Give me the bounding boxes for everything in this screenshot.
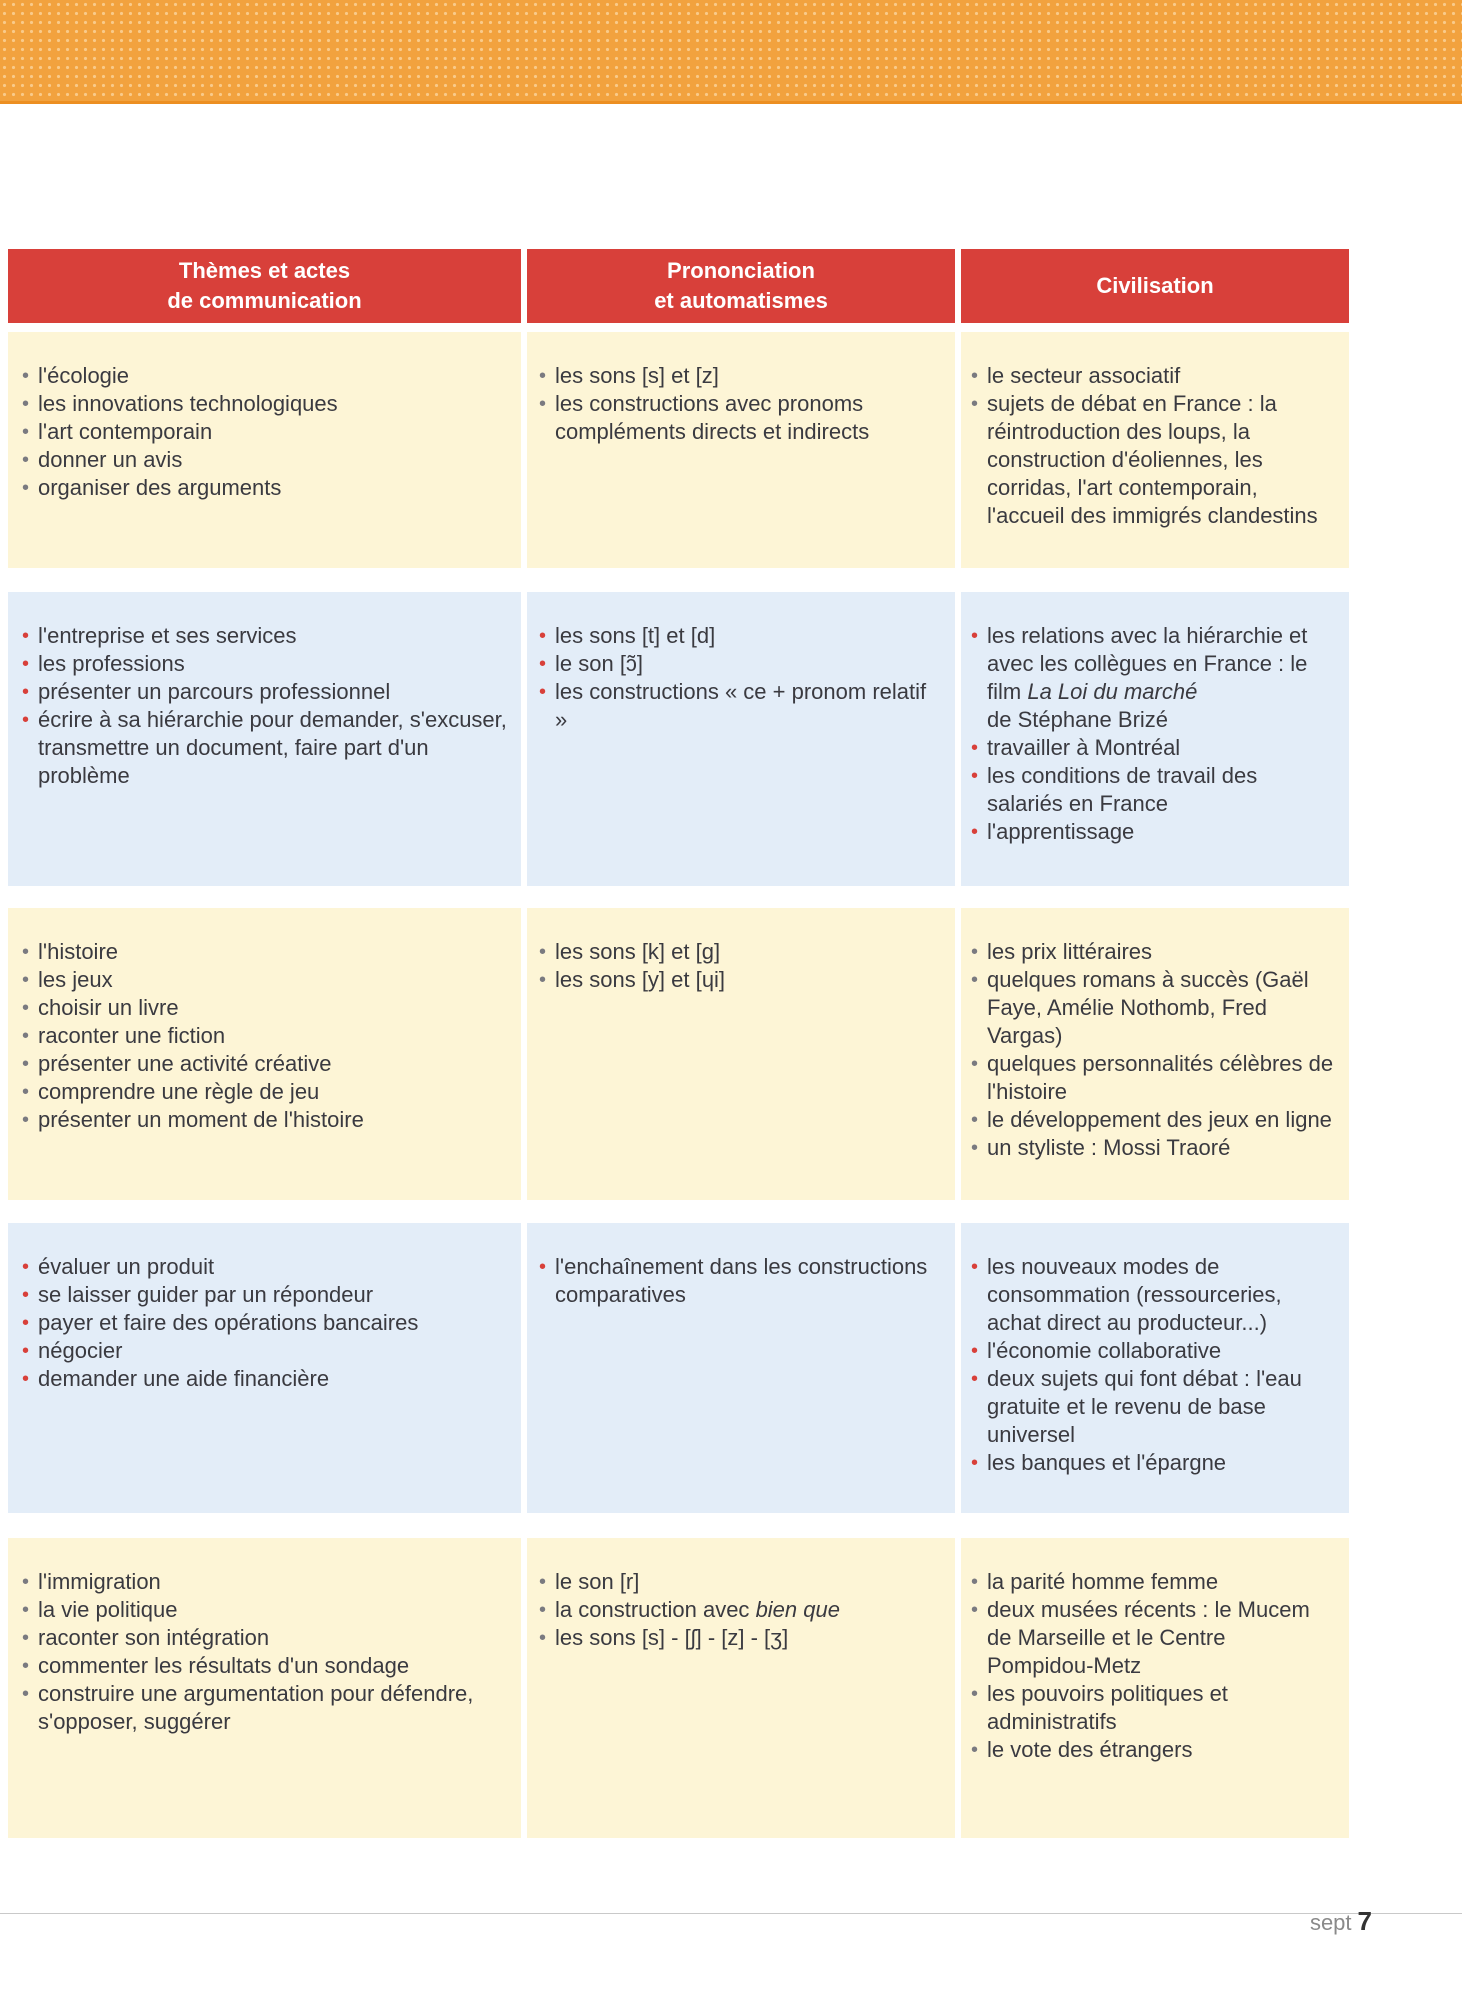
row3-civilisation [961,908,1349,1200]
list-item: • comprendre une règle de jeu [20,1078,507,1106]
row4-themes [8,1223,521,1513]
header-civilisation: Civilisation [961,249,1349,323]
italic-term: bien que [755,1597,840,1622]
list-item: • choisir un livre [20,994,507,1022]
list-item: • l'apprentissage [969,818,1335,846]
list-item: • la parité homme femme [969,1568,1335,1596]
list-item: • se laisser guider par un répondeur [20,1281,507,1309]
list-item: • le son [ɔ̃] [537,650,941,678]
list-item: • raconter son intégration [20,1624,507,1652]
list-item: • l'économie collaborative [969,1337,1335,1365]
list-item: • la vie politique [20,1596,507,1624]
list-item [537,1596,941,1624]
list-item: • demander une aide financière [20,1365,507,1393]
row2-themes [8,592,521,886]
page-number-digit: 7 [1357,1906,1372,1936]
list-item: • les constructions avec pronoms compléments directs et indirects [537,390,941,446]
list-item: • les constructions « ce + pronom relatif » [537,678,941,734]
row1-prononciation [527,332,955,568]
top-decorative-band [0,0,1462,104]
list-item: • présenter un moment de l'histoire [20,1106,507,1134]
list-item: • donner un avis [20,446,507,474]
list-item: • présenter un parcours professionnel [20,678,507,706]
list-item: • le développement des jeux en ligne [969,1106,1335,1134]
list-item: • l'enchaînement dans les constructions comparatives [537,1253,941,1309]
list-item: • les jeux [20,966,507,994]
list-item: • l'art contemporain [20,418,507,446]
list-item: • évaluer un produit [20,1253,507,1281]
list-item: • négocier [20,1337,507,1365]
list-item: • l'immigration [20,1568,507,1596]
list-item: • les pouvoirs politiques et administratifs [969,1680,1335,1736]
row5-prononciation [527,1538,955,1838]
list-item: • organiser des arguments [20,474,507,502]
list-item: • deux sujets qui font débat : l'eau gratuite et le revenu de base universel [969,1365,1335,1449]
list-item: • quelques romans à succès (Gaël Faye, Amélie Nothomb, Fred Vargas) [969,966,1335,1050]
header-themes: Thèmes et actes de communication [8,249,521,323]
list-item: • sujets de débat en France : la réintroduction des loups, la construction d'éoliennes, les corridas, l'art contemporain, l'accueil des immigrés clandestins [969,390,1335,530]
row1-themes [8,332,521,568]
page-number [1310,1906,1372,1937]
header-prononciation: Prononciation et automatismes [527,249,955,323]
row5-civilisation [961,1538,1349,1838]
list-item [969,622,1335,734]
list-item: • les nouveaux modes de consommation (ressourceries, achat direct au producteur...) [969,1253,1335,1337]
list-item: • quelques personnalités célèbres de l'histoire [969,1050,1335,1106]
page-number-word: sept [1309,1910,1352,1935]
row3-prononciation [527,908,955,1200]
list-item: • les sons [k] et [g] [537,938,941,966]
row2-civilisation [961,592,1349,886]
list-item: • raconter une fiction [20,1022,507,1050]
list-item: • le secteur associatif [969,362,1335,390]
list-item: • le son [r] [537,1568,941,1596]
list-item: • les sons [y] et [ɥi] [537,966,941,994]
film-intro: le film [987,651,1308,704]
film-title: La Loi du marché [1027,679,1198,704]
list-item: • les prix littéraires [969,938,1335,966]
footer-divider [0,1913,1462,1914]
list-item: • l'écologie [20,362,507,390]
list-item: • les sons [s] - [ʃ] - [z] - [ʒ] [537,1624,941,1652]
list-item: • écrire à sa hiérarchie pour demander, s'excuser, transmettre un document, faire part d'un problème [20,706,507,790]
row1-civilisation [961,332,1349,568]
row2-prononciation [527,592,955,886]
row3-themes [8,908,521,1200]
list-item-text: les relations avec la hiérarchie et avec les collègues en France : [987,623,1308,676]
list-item: • commenter les résultats d'un sondage [20,1652,507,1680]
list-item: • les sons [s] et [z] [537,362,941,390]
list-item: • les sons [t] et [d] [537,622,941,650]
list-item: • construire une argumentation pour défendre, s'opposer, suggérer [20,1680,507,1736]
film-author: de Stéphane Brizé [987,707,1169,732]
list-item: • payer et faire des opérations bancaires [20,1309,507,1337]
list-item: • l'histoire [20,938,507,966]
row5-themes [8,1538,521,1838]
list-item-text: la construction avec [555,1597,750,1622]
list-item: • les conditions de travail des salariés en France [969,762,1335,818]
list-item: • les professions [20,650,507,678]
list-item: • présenter une activité créative [20,1050,507,1078]
list-item: • deux musées récents : le Mucem de Marseille et le Centre Pompidou-Metz [969,1596,1335,1680]
row4-prononciation [527,1223,955,1513]
row4-civilisation [961,1223,1349,1513]
list-item: • les innovations technologiques [20,390,507,418]
list-item: • un styliste : Mossi Traoré [969,1134,1335,1162]
list-item: • le vote des étrangers [969,1736,1335,1764]
list-item: • l'entreprise et ses services [20,622,507,650]
list-item: • les banques et l'épargne [969,1449,1335,1477]
list-item: • travailler à Montréal [969,734,1335,762]
